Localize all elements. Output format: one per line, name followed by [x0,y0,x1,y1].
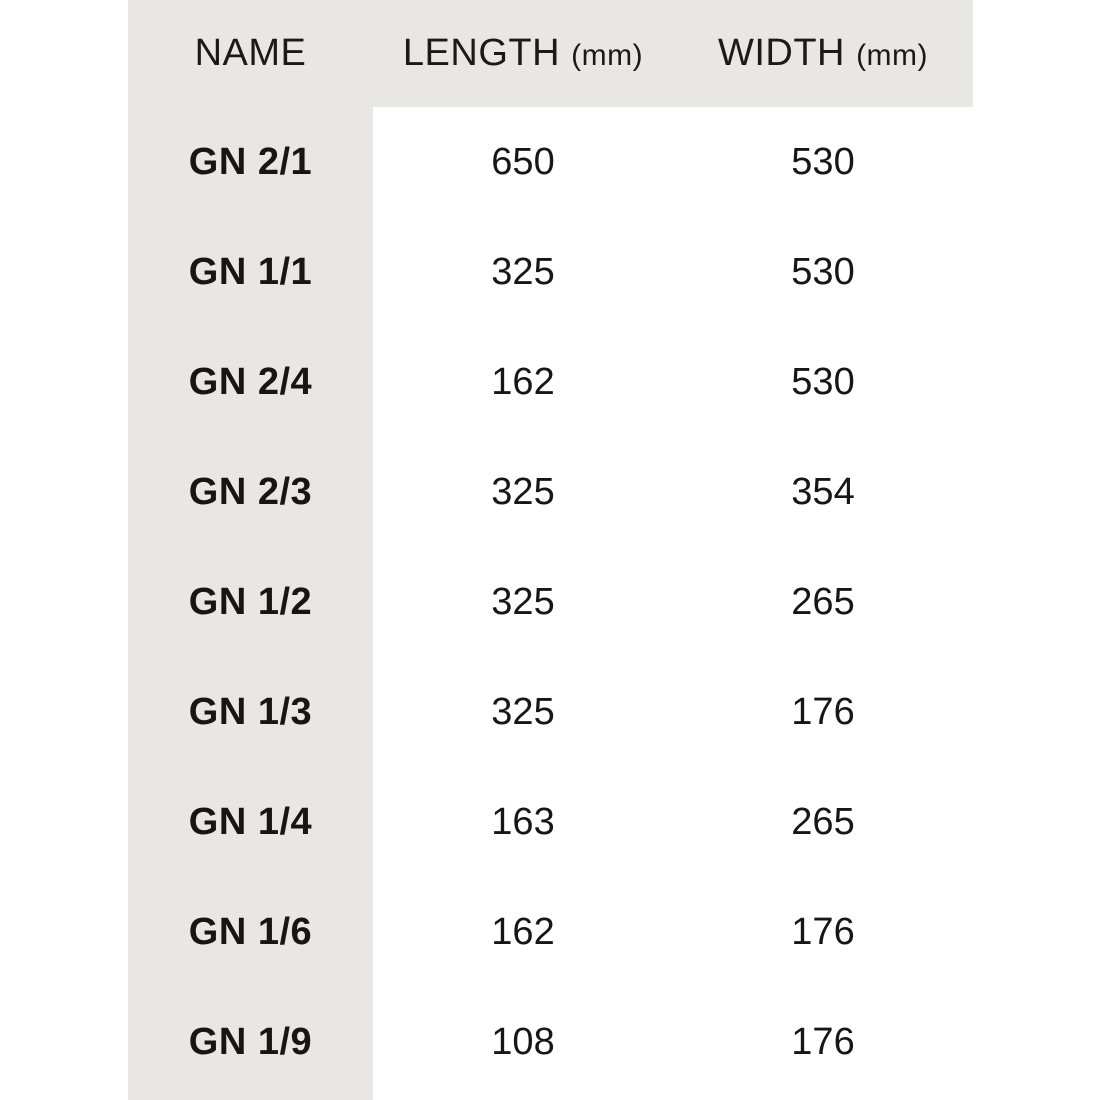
table-header-row [128,0,973,107]
cell-width: 530 [791,140,855,183]
table-row [128,547,973,657]
cell-length: 162 [491,910,555,953]
cell-length: 108 [491,1020,555,1063]
cell-length: 325 [491,250,555,293]
table-row [128,217,973,327]
table-row [128,877,973,987]
table-row [128,657,973,767]
cell-length: 325 [491,690,555,733]
cell-name: GN 1/9 [188,1020,313,1063]
cell-name: GN 2/4 [188,360,313,403]
cell-width: 530 [791,360,855,403]
table-row [128,987,973,1097]
table-row [128,767,973,877]
cell-name: GN 1/3 [188,690,313,733]
cell-length: 325 [491,580,555,623]
cell-width: 176 [791,910,855,953]
column-header-width-unit: (mm) [856,39,929,72]
column-header-length [373,0,673,107]
cell-length: 163 [491,800,555,843]
cell-width: 265 [791,800,855,843]
cell-name: GN 1/2 [188,580,313,623]
cell-name: GN 1/1 [188,250,313,293]
table-row [128,437,973,547]
table-row [128,327,973,437]
gastronorm-sizes-table [128,0,973,1097]
column-header-length-unit: (mm) [571,39,644,72]
column-header-length-label: LENGTH [402,32,561,74]
cell-width: 530 [791,250,855,293]
cell-name: GN 2/3 [188,470,313,513]
cell-length: 325 [491,470,555,513]
table-body [128,107,973,1097]
cell-name: GN 1/6 [188,910,313,953]
cell-width: 176 [791,1020,855,1063]
column-header-name-label: NAME [194,32,307,74]
column-header-width [673,0,973,107]
cell-width: 354 [791,470,855,513]
column-header-width-label: WIDTH [717,32,845,74]
table-header [128,0,973,107]
cell-width: 176 [791,690,855,733]
cell-width: 265 [791,580,855,623]
table-row [128,107,973,217]
cell-length: 650 [491,140,555,183]
cell-name: GN 2/1 [188,140,313,183]
cell-length: 162 [491,360,555,403]
column-header-name [128,0,373,107]
cell-name: GN 1/4 [188,800,313,843]
